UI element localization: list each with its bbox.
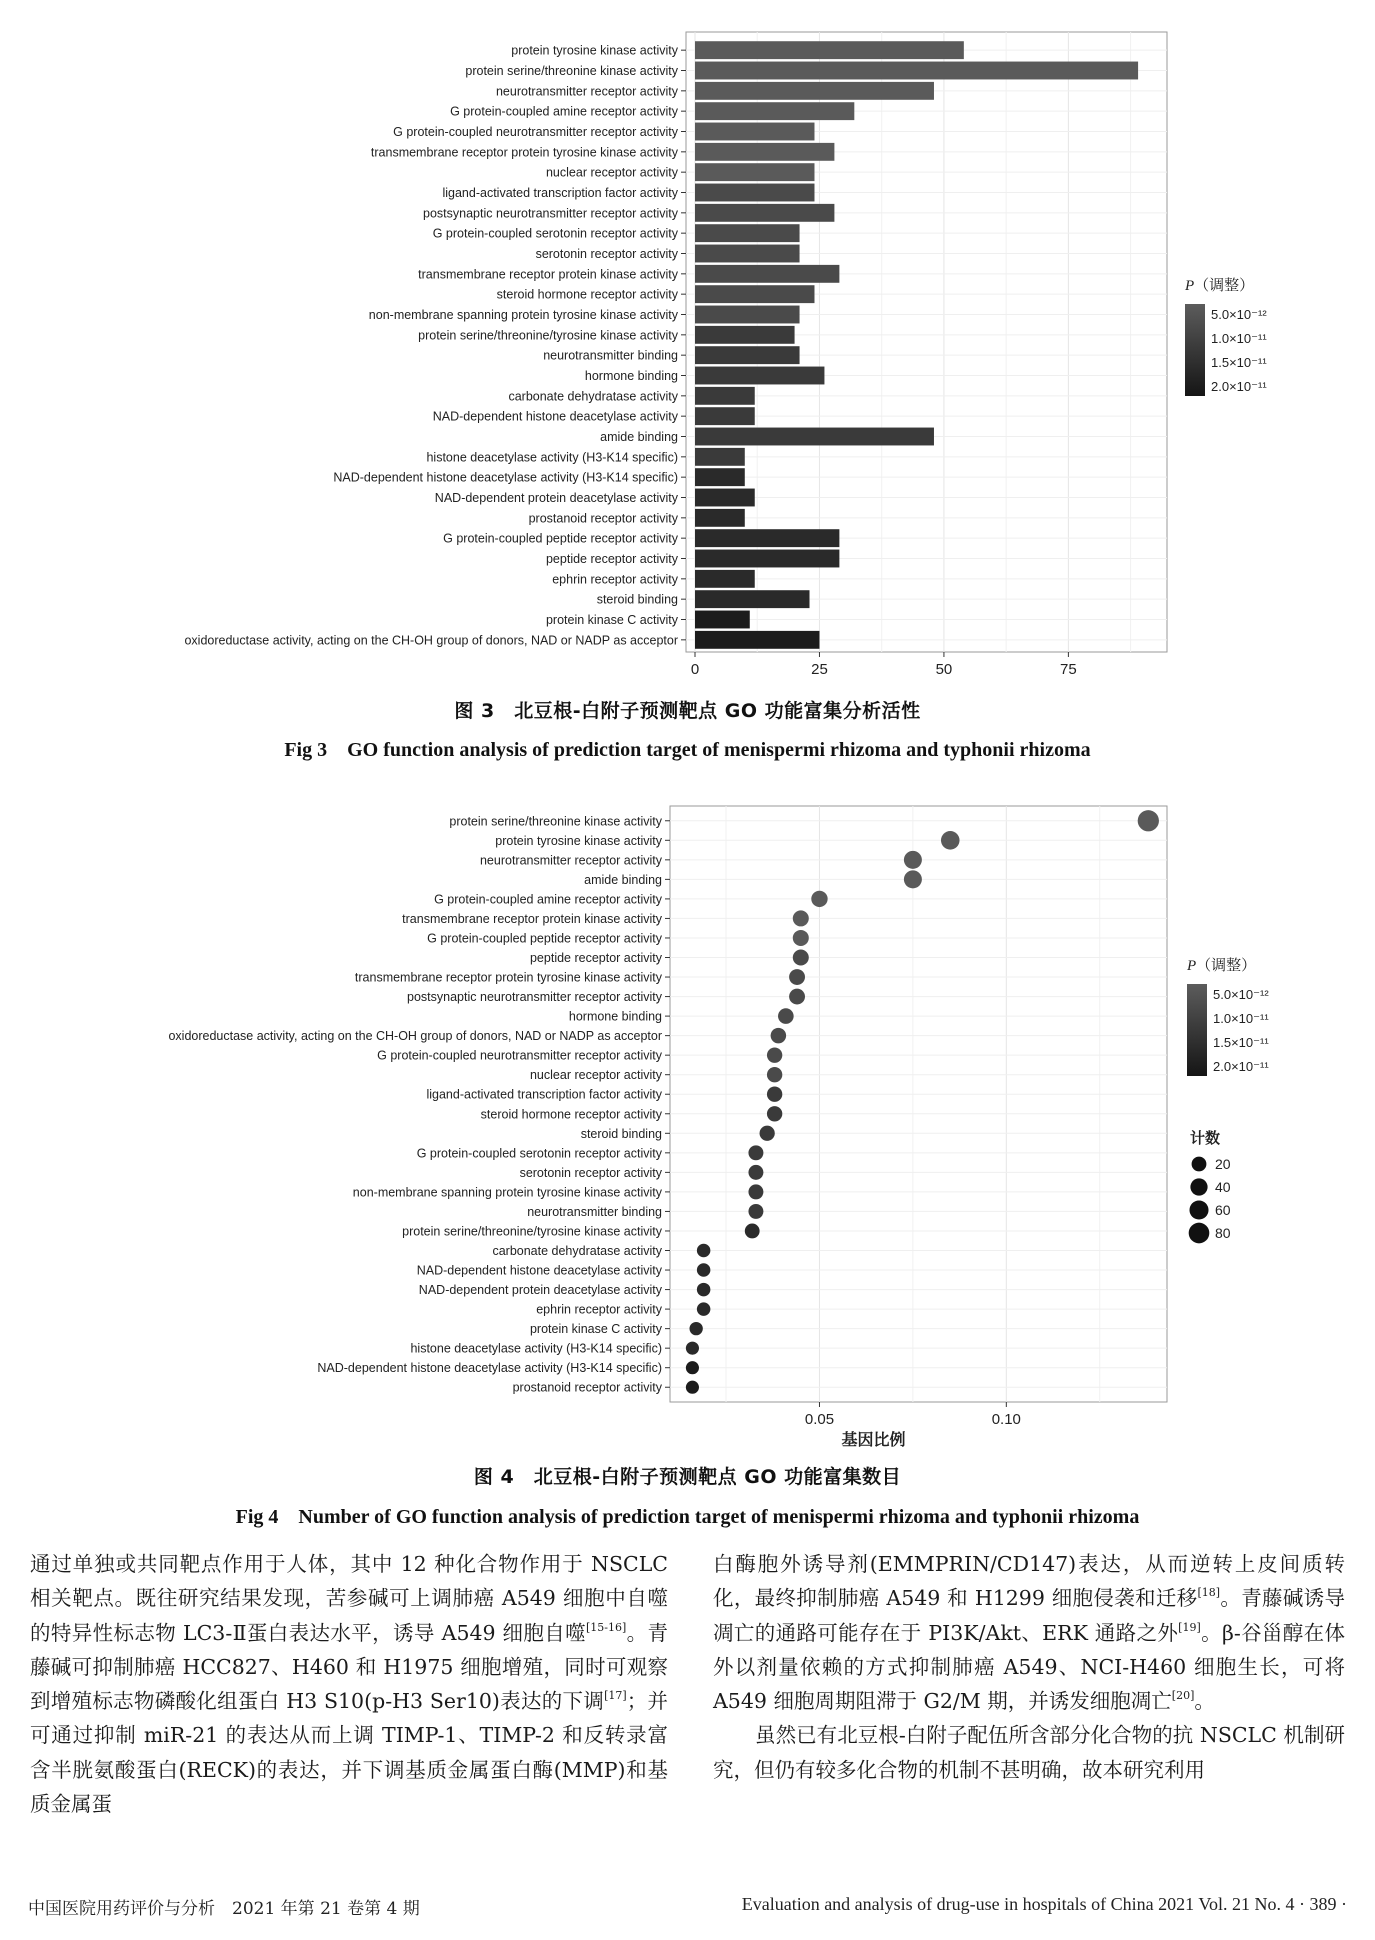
bar <box>695 102 854 120</box>
data-point <box>697 1263 711 1277</box>
y-tick-label: serotonin receptor activity <box>535 247 678 261</box>
body-right-text-c: 。β-谷甾醇在体外以剂量依赖的方式抑制肺癌 A549、NCI-H460 细胞生长，可将 A549 细胞周期阻滞于 G2/M 期，并诱发细胞凋亡 <box>713 1620 1345 1714</box>
data-point <box>904 870 922 888</box>
bar <box>695 41 964 59</box>
data-point <box>811 891 827 907</box>
body-right-text-b: 。青藤碱诱导凋亡的通路可能存在于 PI3K/Akt、ERK 通路之外 <box>713 1586 1346 1645</box>
data-point <box>760 1126 775 1141</box>
y-tick-label: protein serine/threonine kinase activity <box>449 814 662 829</box>
data-point <box>767 1047 782 1062</box>
fig4-colorbar-label: 1.5×10⁻¹¹ <box>1213 1035 1269 1050</box>
data-point <box>748 1184 763 1199</box>
y-tick-label: G protein-coupled neurotransmitter receptor activity <box>377 1048 662 1063</box>
journal-footer-en: Evaluation and analysis of drug-use in hospitals of China 2021 Vol. 21 No. 4 · 389 · <box>741 1894 1347 1914</box>
fig4-colorbar-label: 2.0×10⁻¹¹ <box>1213 1059 1269 1074</box>
x-tick-label: 75 <box>1060 661 1077 678</box>
bar <box>695 82 934 100</box>
size-legend-label: 80 <box>1215 1225 1231 1241</box>
data-point <box>767 1067 782 1082</box>
size-legend-label: 60 <box>1215 1202 1231 1218</box>
y-tick-label: ephrin receptor activity <box>536 1302 662 1317</box>
bar <box>695 468 745 486</box>
y-tick-label: neurotransmitter receptor activity <box>495 84 678 99</box>
fig4-caption-cn: 图 4 北豆根-白附子预测靶点 GO 功能富集数目 <box>473 1466 902 1488</box>
size-legend-dot <box>1192 1157 1207 1172</box>
data-point <box>748 1145 763 1160</box>
y-tick-label: histone deacetylase activity (H3-K14 specific) <box>426 450 678 465</box>
bar <box>695 509 745 527</box>
x-tick-label: 0.05 <box>804 1411 835 1428</box>
y-tick-label: nuclear receptor activity <box>545 165 678 180</box>
size-legend-label: 40 <box>1215 1179 1231 1195</box>
bar <box>695 529 839 547</box>
y-tick-label: carbonate dehydratase activity <box>508 389 678 404</box>
y-tick-label: prostanoid receptor activity <box>528 511 678 526</box>
data-point <box>904 851 922 869</box>
y-tick-label: peptide receptor activity <box>545 552 678 566</box>
bar <box>695 428 934 446</box>
size-legend-dot <box>1190 1178 1207 1195</box>
body-right-text-d: 。 <box>1194 1689 1215 1714</box>
y-tick-label: ligand-activated transcription factor activity <box>426 1087 662 1102</box>
journal-footer-cn: 中国医院用药评价与分析 2021 年第 21 卷第 4 期 <box>28 1899 420 1919</box>
citation-15-16: [15-16] <box>585 1620 627 1634</box>
bar <box>695 590 810 608</box>
data-point <box>745 1224 760 1239</box>
body-right-column <box>713 1547 1345 1787</box>
y-tick-label: steroid binding <box>580 1126 662 1141</box>
y-tick-label: amide binding <box>584 872 662 887</box>
y-tick-label: hormone binding <box>568 1009 662 1024</box>
data-point <box>697 1302 711 1316</box>
data-point <box>697 1244 711 1258</box>
data-point <box>789 969 805 985</box>
y-tick-label: G protein-coupled serotonin receptor activity <box>416 1146 662 1161</box>
y-tick-label: G protein-coupled amine receptor activity <box>450 104 678 119</box>
size-legend-title: 计数 <box>1190 1130 1221 1147</box>
y-tick-label: amide binding <box>600 430 678 444</box>
y-tick-label: ligand-activated transcription factor activity <box>442 186 678 200</box>
fig3-colorbar-label: 1.0×10⁻¹¹ <box>1211 331 1267 346</box>
y-tick-label: protein tyrosine kinase activity <box>511 43 678 58</box>
data-point <box>778 1008 794 1024</box>
x-tick-label: 50 <box>935 661 953 678</box>
data-point <box>748 1204 763 1219</box>
data-point <box>686 1342 699 1355</box>
x-tick-label: 0 <box>690 661 700 678</box>
y-tick-label: G protein-coupled peptide receptor activity <box>443 531 678 546</box>
y-tick-label: neurotransmitter binding <box>527 1204 662 1219</box>
data-point <box>1138 810 1159 831</box>
bar <box>695 62 1138 80</box>
citation-20: [20] <box>1171 1689 1195 1703</box>
citation-17: [17] <box>604 1689 627 1703</box>
body-left-text-b: 。青藤碱可抑制肺癌 HCC827、H460 和 H1975 细胞增殖，同时可观察到增殖标志物磷酸化组蛋白 H3 S10(p-H3 Ser10)表达的下调 <box>30 1620 669 1714</box>
y-tick-label: neurotransmitter binding <box>543 348 678 363</box>
y-tick-label: G protein-coupled neurotransmitter receptor activity <box>393 125 678 139</box>
y-tick-label: NAD-dependent histone deacetylase activity (H3-K14 specific) <box>333 470 678 485</box>
y-tick-label: transmembrane receptor protein tyrosine kinase activity <box>370 145 678 160</box>
y-tick-label: postsynaptic neurotransmitter receptor activity <box>407 990 662 1005</box>
bar <box>695 489 755 507</box>
y-tick-label: NAD-dependent protein deacetylase activity <box>418 1283 662 1298</box>
y-tick-label: steroid hormone receptor activity <box>496 287 678 302</box>
y-tick-label: carbonate dehydratase activity <box>492 1244 662 1258</box>
y-tick-label: G protein-coupled peptide receptor activity <box>427 931 662 946</box>
bar <box>695 407 755 425</box>
fig3-legend-title: P（调整） <box>1185 277 1255 294</box>
body-right-text-a: 白酶胞外诱导剂(EMMPRIN/CD147)表达，从而逆转上皮间质转化，最终抑制肺癌 A549 和 H1299 细胞侵袭和迁移 <box>713 1552 1345 1611</box>
bar <box>695 326 795 344</box>
data-point <box>767 1106 782 1121</box>
body-left-column <box>30 1547 668 1821</box>
y-tick-label: oxidoreductase activity, acting on the CH-OH group of donors, NAD or NADP as acceptor <box>168 1029 662 1044</box>
bar <box>695 387 755 405</box>
data-point <box>767 1087 782 1102</box>
fig3-colorbar-label: 2.0×10⁻¹¹ <box>1211 379 1267 394</box>
y-tick-label: transmembrane receptor protein tyrosine kinase activity <box>354 970 662 985</box>
data-point <box>941 831 960 850</box>
data-point <box>789 989 805 1005</box>
data-point <box>697 1283 711 1297</box>
bar <box>695 346 800 364</box>
fig3-caption-cn: 图 3 北豆根-白附子预测靶点 GO 功能富集分析活性 <box>454 700 921 722</box>
y-tick-label: G protein-coupled serotonin receptor activity <box>432 226 678 241</box>
data-point <box>686 1361 699 1374</box>
bar <box>695 448 745 466</box>
data-point <box>686 1381 699 1394</box>
fig4-caption-en: Fig 4 Number of GO function analysis of prediction target of menispermi rhizoma and typhonii rhizoma <box>235 1506 1140 1528</box>
bar <box>695 245 800 263</box>
y-tick-label: serotonin receptor activity <box>519 1165 662 1180</box>
size-legend-label: 20 <box>1215 1156 1231 1172</box>
fig4-colorbar <box>1187 984 1207 1076</box>
y-tick-label: NAD-dependent histone deacetylase activity (H3-K14 specific) <box>317 1361 662 1376</box>
y-tick-label: non-membrane spanning protein tyrosine kinase activity <box>368 308 678 322</box>
y-tick-label: non-membrane spanning protein tyrosine kinase activity <box>352 1185 662 1200</box>
y-tick-label: protein tyrosine kinase activity <box>495 833 662 848</box>
fig3-colorbar <box>1185 304 1205 396</box>
y-tick-label: G protein-coupled amine receptor activity <box>434 892 662 907</box>
fig4-legend-title: P（调整） <box>1187 957 1257 974</box>
bar <box>695 204 834 222</box>
bar <box>695 224 800 242</box>
fig4-colorbar-label: 5.0×10⁻¹² <box>1213 987 1269 1002</box>
y-tick-label: transmembrane receptor protein kinase activity <box>402 911 662 926</box>
fig3-colorbar-label: 5.0×10⁻¹² <box>1211 307 1267 322</box>
bar <box>695 611 750 629</box>
y-tick-label: prostanoid receptor activity <box>512 1380 662 1395</box>
size-legend-dot <box>1189 1223 1210 1244</box>
go-activity-bar-chart <box>0 0 1375 690</box>
bar <box>695 265 839 283</box>
bar <box>695 184 814 202</box>
fig4-colorbar-label: 1.0×10⁻¹¹ <box>1213 1011 1269 1026</box>
bar <box>695 631 819 649</box>
y-tick-label: peptide receptor activity <box>529 951 662 965</box>
y-tick-label: neurotransmitter receptor activity <box>479 853 662 868</box>
size-legend-dot <box>1189 1200 1208 1219</box>
data-point <box>793 949 809 965</box>
data-point <box>793 930 809 946</box>
y-tick-label: hormone binding <box>584 369 678 383</box>
bar <box>695 367 824 385</box>
body-left-text-c: ；并可通过抑制 miR-21 的表达从而上调 TIMP-1、TIMP-2 和反转录富含半胱氨酸蛋白(RECK)的表达，并下调基质金属蛋白酶(MMP)和基质金属蛋 <box>30 1689 669 1817</box>
y-tick-label: transmembrane receptor protein kinase activity <box>418 267 678 282</box>
bar <box>695 550 839 568</box>
y-tick-label: histone deacetylase activity (H3-K14 specific) <box>410 1341 662 1356</box>
y-tick-label: protein serine/threonine kinase activity <box>465 64 678 78</box>
citation-18: [18] <box>1197 1586 1221 1600</box>
body-left-text-a: 通过单独或共同靶点作用于人体，其中 12 种化合物作用于 NSCLC 相关靶点。既往研究结果发现，苦参碱可上调肺癌 A549 细胞中自噬的特异性标志物 LC3-Ⅱ蛋白表达水平，诱导 A549 细胞自噬 <box>30 1552 668 1645</box>
x-axis-title: 基因比例 <box>841 1432 906 1449</box>
fig3-caption-en: Fig 3 GO function analysis of prediction target of menispermi rhizoma and typhonii rhizoma <box>284 739 1091 761</box>
bar <box>695 163 814 181</box>
y-tick-label: steroid binding <box>596 592 678 607</box>
y-tick-label: protein kinase C activity <box>529 1322 662 1337</box>
bar <box>695 570 755 588</box>
citation-19: [19] <box>1178 1620 1201 1634</box>
y-tick-label: protein kinase C activity <box>545 613 678 627</box>
data-point <box>771 1028 787 1044</box>
data-point <box>748 1165 763 1180</box>
y-tick-label: nuclear receptor activity <box>529 1068 662 1083</box>
plot-panel <box>670 806 1167 1402</box>
y-tick-label: protein serine/threonine/tyrosine kinase activity <box>402 1224 662 1239</box>
y-tick-label: steroid hormone receptor activity <box>480 1107 662 1122</box>
bar <box>695 143 834 161</box>
y-tick-label: postsynaptic neurotransmitter receptor activity <box>423 206 678 221</box>
y-tick-label: ephrin receptor activity <box>552 572 678 587</box>
bar <box>695 306 800 324</box>
y-tick-label: NAD-dependent protein deacetylase activity <box>434 491 678 505</box>
fig3-colorbar-label: 1.5×10⁻¹¹ <box>1211 355 1267 370</box>
y-tick-label: NAD-dependent histone deacetylase activity <box>432 409 678 424</box>
x-tick-label: 25 <box>811 661 828 678</box>
bar <box>695 285 814 303</box>
y-tick-label: protein serine/threonine/tyrosine kinase activity <box>418 328 678 343</box>
data-point <box>793 910 809 926</box>
y-tick-label: NAD-dependent histone deacetylase activity <box>416 1263 662 1278</box>
x-tick-label: 0.10 <box>991 1411 1021 1428</box>
go-gene-ratio-dot-chart <box>0 790 1375 1450</box>
data-point <box>690 1322 703 1335</box>
bar <box>695 123 814 141</box>
body-right-paragraph-2: 虽然已有北豆根-白附子配伍所含部分化合物的抗 NSCLC 机制研究，但仍有较多化合物的机制不甚明确，故本研究利用 <box>713 1723 1345 1782</box>
y-tick-label: oxidoreductase activity, acting on the CH-OH group of donors, NAD or NADP as acceptor <box>184 633 678 648</box>
